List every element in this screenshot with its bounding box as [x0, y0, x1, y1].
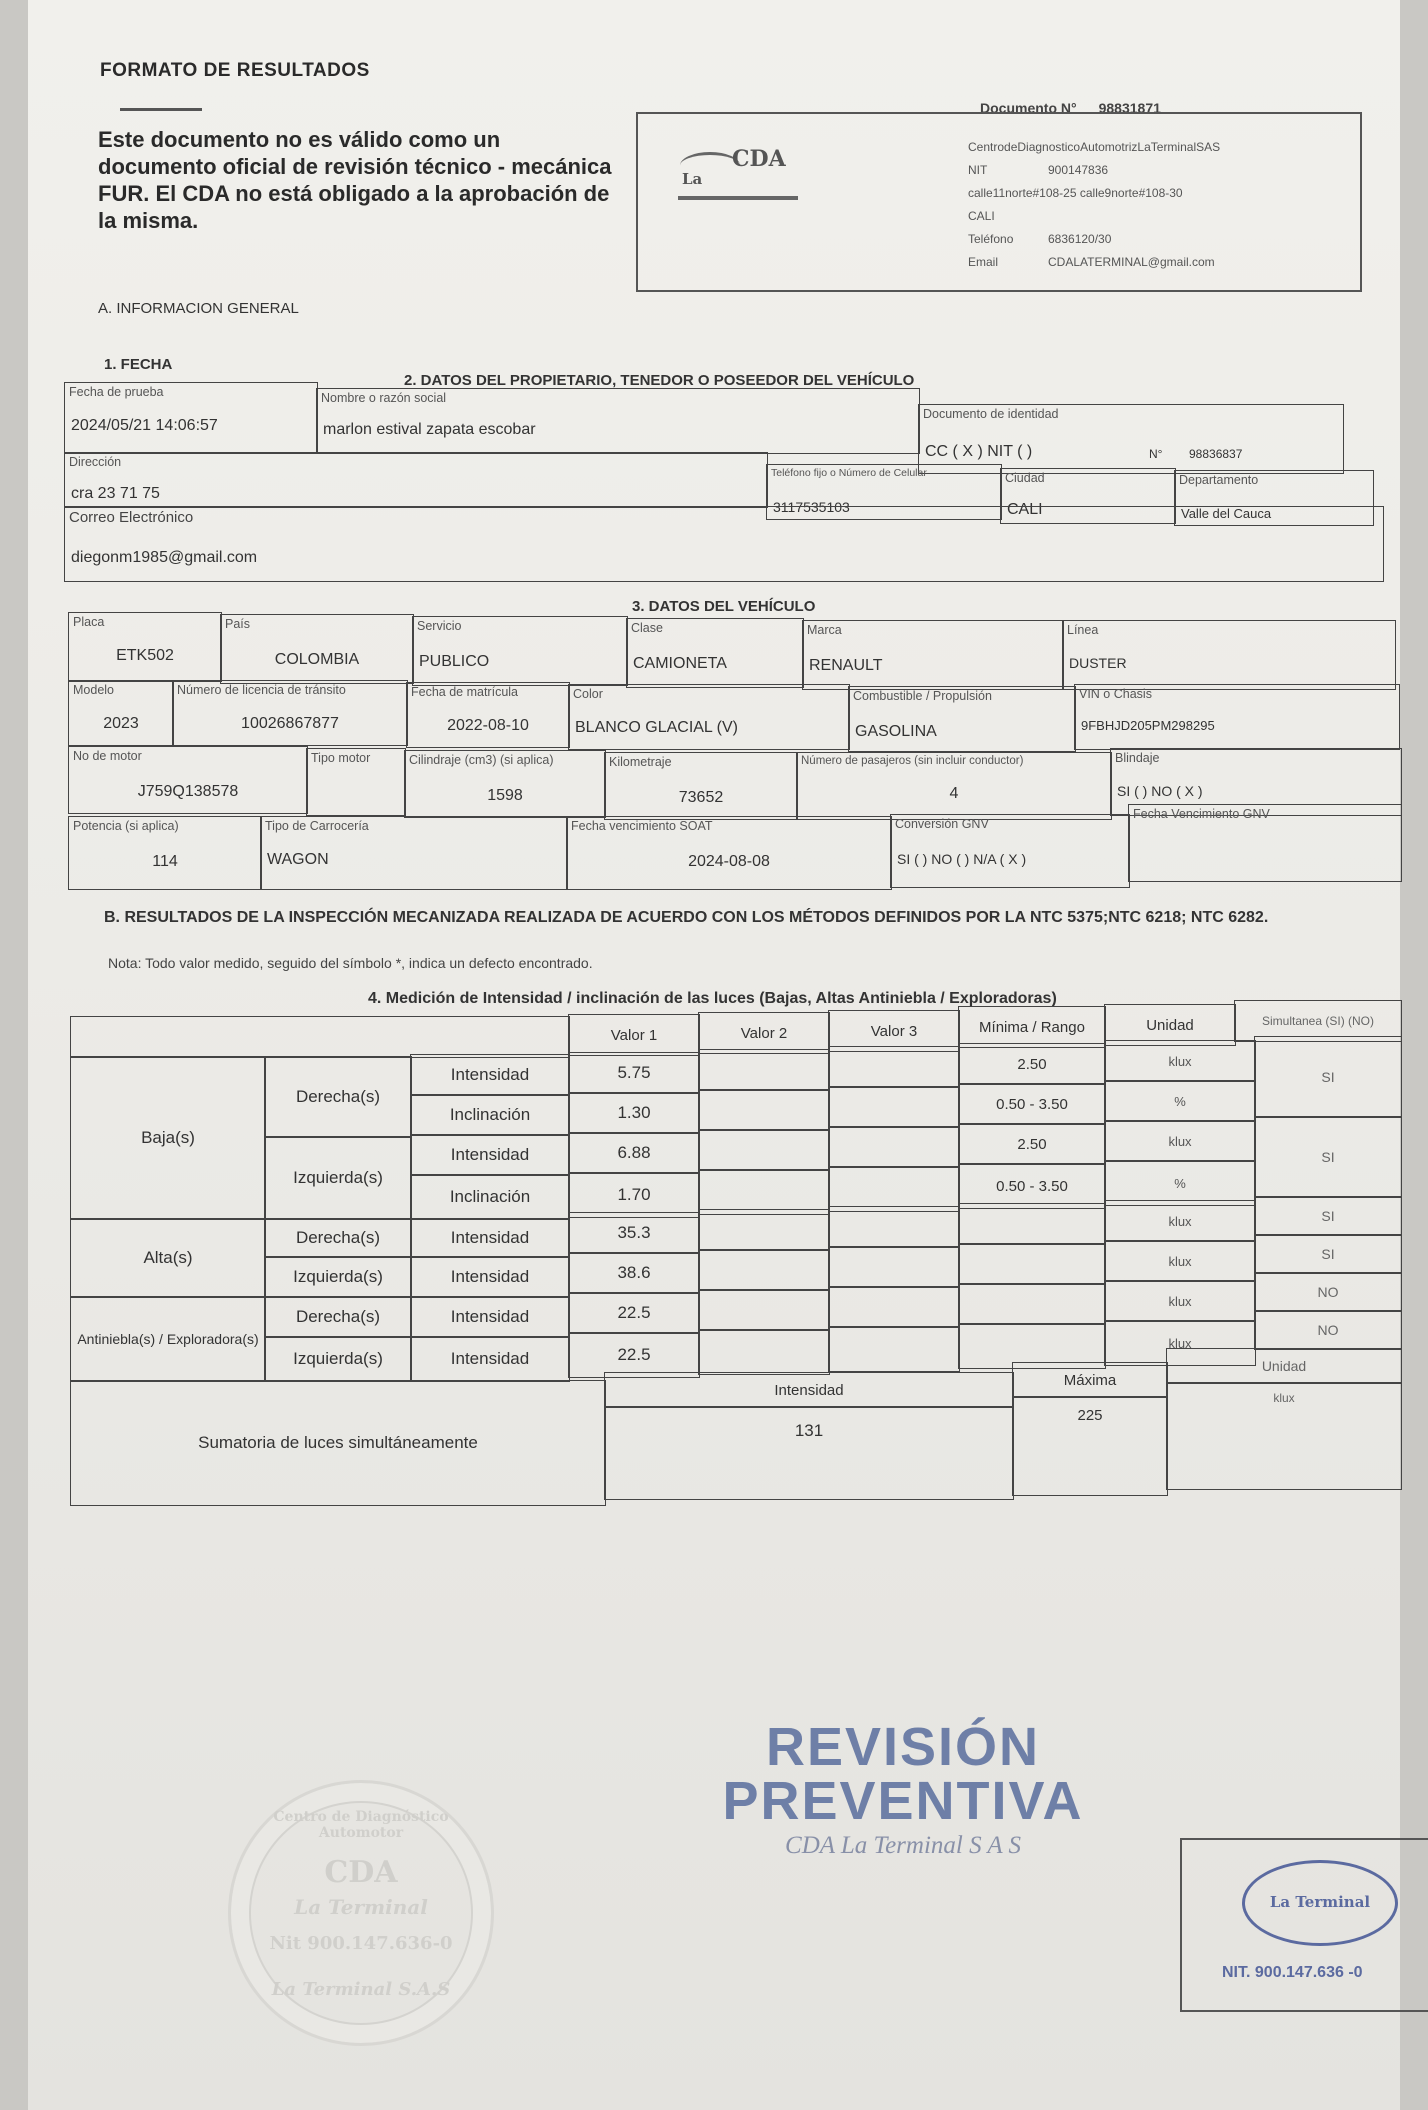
sum-unit-value: klux [1166, 1382, 1402, 1490]
light-row-3-valor2 [698, 1129, 830, 1171]
direccion-cell [64, 452, 768, 508]
gnv-value: SI ( ) NO ( ) N/A ( X ) [897, 851, 1027, 867]
marca-value: RENAULT [809, 657, 883, 674]
email-label: Correo Electrónico [69, 509, 194, 526]
linea-cell [1062, 620, 1396, 690]
owner-section-title: 2. DATOS DEL PROPIETARIO, TENEDOR O POSEEDOR DEL VEHÍCULO [404, 372, 915, 389]
section-a-title: A. INFORMACION GENERAL [98, 300, 299, 317]
tipo-motor-label: Tipo motor [311, 751, 371, 765]
modelo-value: 2023 [103, 715, 139, 732]
sim-antiniebla-izquierda: NO [1254, 1310, 1402, 1350]
cda-info-box [636, 112, 1362, 292]
motor-label: No de motor [73, 749, 142, 763]
light-row-4-minima: 0.50 - 3.50 [958, 1163, 1106, 1209]
company-stamp-nit: NIT. 900.147.636 -0 [1222, 1964, 1363, 1981]
servicio-cell [412, 616, 628, 686]
nota-text: Nota: Todo valor medido, seguido del símbolo *, indica un defecto encontrado. [108, 955, 593, 971]
cda-city: CALI [968, 209, 995, 223]
servicio-label: Servicio [417, 619, 462, 633]
measure-type-3: Intensidad [410, 1134, 570, 1176]
direccion-value: cra 23 71 75 [71, 485, 160, 502]
altas-label: Alta(s) [70, 1218, 266, 1298]
company-stamp [1180, 1838, 1428, 2012]
section-b-title: B. RESULTADOS DE LA INSPECCIÓN MECANIZADA REALIZADA DE ACUERDO CON LOS MÉTODOS DEFINIDOS POR LA NTC 5375;NTC 6218; NTC 6282. [104, 909, 1269, 926]
combustible-value: GASOLINA [855, 723, 937, 740]
header-unidad: Unidad [1104, 1004, 1236, 1046]
clase-label: Clase [631, 621, 663, 635]
sim-bajas-izquierda: SI [1254, 1116, 1402, 1198]
cda-phone: 6836120/30 [1048, 232, 1112, 246]
document-number-value: 98831871 [1098, 100, 1161, 116]
cda-address: calle11norte#108-25 calle9norte#108-30 [968, 186, 1183, 200]
light-row-4-valor1: 1.70 [568, 1172, 700, 1218]
document-page [28, 0, 1400, 2110]
matricula-cell [406, 682, 570, 748]
sum-intensity-value: 131 [604, 1406, 1014, 1500]
gnv-label: Conversión GNV [895, 817, 989, 831]
clase-value: CAMIONETA [633, 655, 727, 672]
sum-max-label: Máxima [1012, 1362, 1168, 1398]
clase-cell [626, 618, 804, 688]
telefono-value: 3117535103 [773, 499, 850, 515]
telefono-label: Teléfono fijo o Número de Celular [771, 467, 927, 479]
company-logo-icon [1242, 1860, 1398, 1946]
logo-underline [678, 196, 798, 200]
pasajeros-cell [796, 752, 1112, 820]
light-row-7-valor1: 22.5 [568, 1292, 700, 1334]
light-row-5-minima [958, 1203, 1106, 1245]
seal-cda-text: CDA [324, 1855, 398, 1890]
documento-no-label: N° [1149, 447, 1163, 461]
direccion-label: Dirección [69, 455, 122, 469]
kilometraje-value: 73652 [678, 789, 724, 806]
light-row-2-valor3 [828, 1086, 960, 1128]
company-stamp-name: La Terminal [1269, 1893, 1371, 1911]
documento-label: Documento de identidad [923, 407, 1059, 421]
modelo-label: Modelo [73, 683, 114, 697]
marca-label: Marca [807, 623, 842, 637]
bajas-izquierda-label: Izquierda(s) [264, 1136, 412, 1220]
light-row-6-unidad: klux [1104, 1240, 1256, 1282]
pasajeros-label: Número de pasajeros (sin incluir conductor) [801, 755, 1024, 767]
light-row-1-unidad: klux [1104, 1040, 1256, 1082]
gnv-vencimiento-label: Fecha Vencimiento GNV [1133, 807, 1270, 821]
pais-value: COLOMBIA [274, 651, 360, 668]
kilometraje-label: Kilometraje [609, 755, 672, 769]
antiniebla-label: Antiniebla(s) / Exploradora(s) [70, 1296, 266, 1382]
combustible-cell [848, 686, 1076, 752]
cda-name: CentrodeDiagnosticoAutomotrizLaTerminalSAS [968, 140, 1221, 154]
header-minima: Mínima / Rango [958, 1006, 1106, 1048]
light-row-2-unidad: % [1104, 1080, 1256, 1122]
altas-derecha-label: Derecha(s) [264, 1218, 412, 1258]
linea-value: DUSTER [1069, 655, 1127, 671]
bajas-label: Baja(s) [70, 1056, 266, 1220]
cda-nit-label: NIT [968, 163, 988, 177]
vin-value: 9FBHJD205PM298295 [1081, 718, 1215, 733]
color-value: BLANCO GLACIAL (V) [575, 719, 739, 736]
sum-unit-label: Unidad [1166, 1348, 1402, 1384]
documento-no: 98836837 [1189, 447, 1243, 461]
fecha-section-title: 1. FECHA [104, 356, 173, 373]
licencia-label: Número de licencia de tránsito [177, 683, 346, 697]
nombre-cell [316, 388, 920, 454]
light-row-5-valor3 [828, 1206, 960, 1248]
placa-label: Placa [73, 615, 105, 629]
light-row-7-unidad: klux [1104, 1280, 1256, 1322]
measure-type-1: Intensidad [410, 1054, 570, 1096]
placa-value: ETK502 [116, 647, 174, 664]
motor-cell [68, 746, 308, 814]
sum-label: Sumatoria de luces simultáneamente [70, 1380, 606, 1506]
blindaje-label: Blindaje [1115, 751, 1160, 765]
logo-la-text: La [682, 170, 703, 188]
light-row-3-unidad: klux [1104, 1120, 1256, 1162]
light-row-2-valor2 [698, 1089, 830, 1131]
soat-value: 2024-08-08 [688, 853, 770, 870]
logo-cda-text: CDA [732, 146, 786, 172]
kilometraje-cell [604, 752, 798, 820]
sim-bajas-derecha: SI [1254, 1036, 1402, 1118]
light-row-8-valor1: 22.5 [568, 1332, 700, 1378]
measure-type-4: Inclinación [410, 1174, 570, 1220]
lights-table-title: 4. Medición de Intensidad / inclinación de las luces (Bajas, Altas Antiniebla / Exploradoras) [368, 990, 1057, 1007]
measure-type-2: Inclinación [410, 1094, 570, 1136]
sim-altas-izquierda: SI [1254, 1234, 1402, 1274]
cda-logo [678, 144, 808, 204]
header-simultanea: Simultanea (SI) (NO) [1234, 1000, 1402, 1042]
measure-type-8: Intensidad [410, 1336, 570, 1382]
departamento-label: Departamento [1179, 473, 1259, 487]
fecha-value: 2024/05/21 14:06:57 [71, 417, 218, 434]
light-row-1-minima: 2.50 [958, 1043, 1106, 1085]
email-cell [64, 506, 1384, 582]
format-title: FORMATO DE RESULTADOS [100, 60, 370, 81]
tipo-motor-cell [306, 748, 406, 816]
documento-type: CC ( X ) NIT ( ) [925, 443, 1033, 460]
placa-cell [68, 612, 222, 682]
light-row-5-unidad: klux [1104, 1200, 1256, 1242]
carroceria-value: WAGON [267, 851, 329, 868]
sum-intensity-label: Intensidad [604, 1372, 1014, 1408]
ciudad-label: Ciudad [1005, 471, 1045, 485]
seal-nit-text: Nit 900.147.636-0 [269, 1933, 453, 1954]
fecha-label: Fecha de prueba [69, 385, 164, 399]
seal-bottom-text: La Terminal S.A.S [271, 1979, 451, 2000]
cda-details [968, 136, 1220, 274]
potencia-cell [68, 816, 262, 890]
soat-cell [566, 816, 892, 890]
pais-label: País [225, 617, 251, 631]
combustible-label: Combustible / Propulsión [853, 689, 992, 703]
header-valor2: Valor 2 [698, 1012, 830, 1054]
revision-preventiva-stamp [668, 1717, 1138, 1860]
rev-subtitle: CDA La Terminal S A S [785, 1832, 1021, 1859]
cda-email-label: Email [968, 255, 999, 269]
embossed-seal [228, 1780, 494, 2046]
seal-top-text: Centro de Diagnóstico Automotor [273, 1809, 449, 1841]
cilindraje-cell [404, 750, 606, 818]
seal-la-text: La Terminal [294, 1895, 428, 1919]
vin-cell [1074, 684, 1400, 750]
potencia-value: 114 [152, 853, 178, 870]
rev-line2: PREVENTIVA [722, 1771, 1084, 1831]
light-row-6-minima [958, 1243, 1106, 1285]
marca-cell [802, 620, 1064, 690]
licencia-cell [172, 680, 408, 746]
measure-type-7: Intensidad [410, 1296, 570, 1338]
gnv-vencimiento-cell [1128, 804, 1402, 882]
vehicle-section-title: 3. DATOS DEL VEHÍCULO [632, 598, 816, 615]
antiniebla-izquierda-label: Izquierda(s) [264, 1336, 412, 1382]
light-row-2-valor1: 1.30 [568, 1092, 700, 1134]
header-valor3: Valor 3 [828, 1010, 960, 1052]
modelo-cell [68, 680, 174, 746]
light-row-3-valor3 [828, 1126, 960, 1168]
carroceria-label: Tipo de Carrocería [265, 819, 369, 833]
light-row-1-valor1: 5.75 [568, 1052, 700, 1094]
light-row-7-valor2 [698, 1289, 830, 1331]
motor-value: J759Q138578 [137, 783, 239, 800]
light-row-7-valor3 [828, 1286, 960, 1328]
altas-izquierda-label: Izquierda(s) [264, 1256, 412, 1298]
color-cell [568, 684, 850, 750]
vin-label: VIN o Chasis [1079, 687, 1152, 701]
light-row-8-valor3 [828, 1326, 960, 1372]
rev-line1: REVISIÓN [765, 1717, 1041, 1777]
nombre-value: marlon estival zapata escobar [323, 421, 536, 438]
light-row-1-valor2 [698, 1049, 830, 1091]
cilindraje-value: 1598 [487, 787, 523, 804]
cda-nit: 900147836 [1048, 163, 1109, 177]
light-row-6-valor3 [828, 1246, 960, 1288]
departamento-value: Valle del Cauca [1181, 506, 1272, 521]
antiniebla-derecha-label: Derecha(s) [264, 1296, 412, 1338]
ciudad-value: CALI [1007, 501, 1043, 518]
cda-email: CDALATERMINAL@gmail.com [1048, 255, 1215, 269]
light-row-3-minima: 2.50 [958, 1123, 1106, 1165]
light-row-7-minima [958, 1283, 1106, 1325]
sum-max-value: 225 [1012, 1396, 1168, 1496]
light-row-5-valor2 [698, 1209, 830, 1251]
bajas-derecha-label: Derecha(s) [264, 1056, 412, 1138]
linea-label: Línea [1067, 623, 1099, 637]
sim-antiniebla-derecha: NO [1254, 1272, 1402, 1312]
light-row-5-valor1: 35.3 [568, 1212, 700, 1254]
carroceria-cell [260, 816, 568, 890]
lights-header-blank [70, 1016, 570, 1058]
light-row-6-valor1: 38.6 [568, 1252, 700, 1294]
measure-type-6: Intensidad [410, 1256, 570, 1298]
header-valor1: Valor 1 [568, 1014, 700, 1056]
sim-altas-derecha: SI [1254, 1196, 1402, 1236]
pasajeros-value: 4 [949, 785, 959, 802]
light-row-3-valor1: 6.88 [568, 1132, 700, 1174]
licencia-value: 10026867877 [241, 715, 339, 732]
fecha-cell [64, 382, 318, 454]
servicio-value: PUBLICO [419, 653, 490, 670]
disclaimer-text: Este documento no es válido como un documento oficial de revisión técnico - mecánica FUR. El CDA no está obligado a la aprobación de la misma. [98, 127, 612, 233]
nombre-label: Nombre o razón social [321, 391, 447, 405]
light-row-2-minima: 0.50 - 3.50 [958, 1083, 1106, 1125]
title-divider [120, 108, 202, 111]
potencia-label: Potencia (si aplica) [73, 819, 179, 833]
cda-phone-label: Teléfono [968, 232, 1014, 246]
blindaje-value: SI ( ) NO ( X ) [1117, 783, 1203, 799]
light-row-8-unidad: klux [1104, 1320, 1256, 1366]
document-number-label: Documento N° [980, 100, 1077, 116]
matricula-value: 2022-08-10 [447, 717, 529, 734]
cilindraje-label: Cilindraje (cm3) (si aplica) [409, 753, 554, 767]
matricula-label: Fecha de matrícula [411, 685, 518, 699]
measure-type-5: Intensidad [410, 1218, 570, 1258]
light-row-4-unidad: % [1104, 1160, 1256, 1206]
soat-label: Fecha vencimiento SOAT [571, 819, 713, 833]
light-row-8-valor2 [698, 1329, 830, 1375]
light-row-6-valor2 [698, 1249, 830, 1291]
gnv-cell [890, 814, 1130, 888]
light-row-1-valor3 [828, 1046, 960, 1088]
color-label: Color [573, 687, 603, 701]
pais-cell [220, 614, 414, 684]
email-value: diegonm1985@gmail.com [71, 549, 258, 566]
